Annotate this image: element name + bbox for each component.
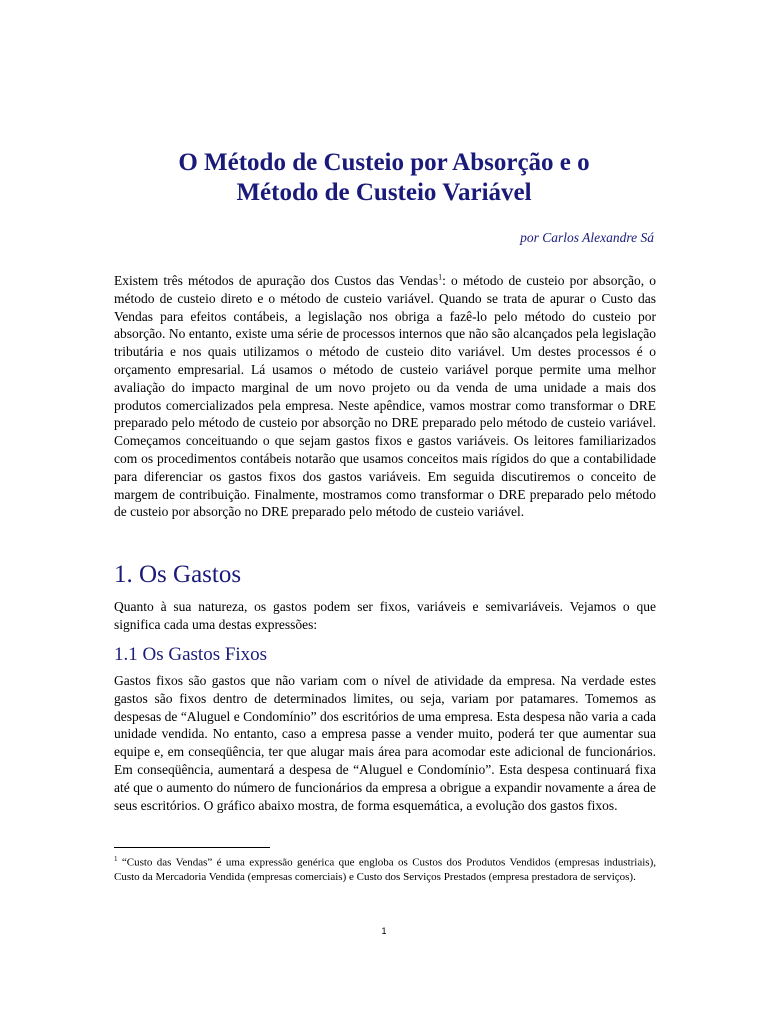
document-title: [100, 148, 668, 208]
intro-text-after: : o método de custeio por absorção, o método de custeio direto e o método de custeio variável. Quando se trata de apurar o Custo das Vendas para efeitos contábeis, a legislação nos obriga a fazê-lo pelo método do custeio por absorção. No entanto, existe uma série de processos internos que não são alcançados pela legislação tributária e nos quais utilizamos o método de custeio dito variável. Um destes processos é o orçamento empresarial. Lá usamos o método de custeio variável porque permite uma melhor avaliação do impacto marginal de um novo projeto ou da venda de uma unidade a mais dos produtos comercializados pela empresa. Neste apêndice, vamos mostrar como transformar o DRE preparado pelo método de custeio por absorção no DRE preparado pelo método de custeio variável. Começamos conceituando o que sejam gastos fixos e gastos variáveis. Os leitores familiarizados com os procedimentos contábeis notarão que usamos conceitos mais rígidos do que a contabilidade para diferenciar os gastos fixos dos gastos variáveis. Em seguida discutiremos o conceito de margem de contribuição. Finalmente, mostramos como transformar o DRE preparado pelo método de custeio por absorção no DRE preparado pelo método de custeio variável.: [114, 273, 656, 520]
section-heading-1-1: 1.1 Os Gastos Fixos: [114, 644, 268, 665]
section-1-1-paragraph: Gastos fixos são gastos que não variam com o nível de atividade da empresa. Na verdade estes gastos são fixos dentro de determinados limites, ou seja, variam por patamares. Tomemos as despesas de “Aluguel e Condomínio” dos escritórios de uma empresa. Esta despesa não varia a cada unidade vendida. No entanto, caso a empresa passe a vender muito, poderá ter que aumentar sua equipe e, em conseqüência, ter que alugar mais área para acomodar este adicional de funcionários. Em conseqüência, aumentará a despesa de “Aluguel e Condomínio”. Esta despesa continuará fixa até que o aumento do número de funcionários da empresa a obrigue a expandir novamente a área de seus escritórios. O gráfico abaixo mostra, de forma esquemática, a evolução dos gastos fixos.: [114, 673, 656, 813]
section-1-paragraph: Quanto à sua natureza, os gastos podem ser fixos, variáveis e semivariáveis. Vejamos o que significa cada uma destas expressões:: [114, 599, 656, 632]
footnote-divider: [114, 847, 270, 848]
footnote: [114, 852, 656, 884]
section-heading-1: 1. Os Gastos: [114, 561, 242, 588]
title-line-1: O Método de Custeio por Absorção e o: [178, 149, 590, 176]
footnote-ref[interactable]: 1: [438, 272, 443, 282]
intro-text-before: Existem três métodos de apuração dos Custos das Vendas: [114, 273, 439, 288]
intro-paragraph: [114, 272, 656, 521]
footnote-marker: 1: [114, 855, 118, 863]
title-line-2: Método de Custeio Variável: [236, 179, 532, 206]
footnote-text: “Custo das Vendas” é uma expressão genérica que engloba os Custos dos Produtos Vendidos (empresas industriais), Custo da Mercadoria Vendida (empresas comerciais) e Custo dos Serviços Prestados (empresa prestadora de serviços).: [114, 856, 656, 883]
author-byline: por Carlos Alexandre Sá: [520, 230, 654, 245]
page-number: 1: [381, 926, 387, 936]
